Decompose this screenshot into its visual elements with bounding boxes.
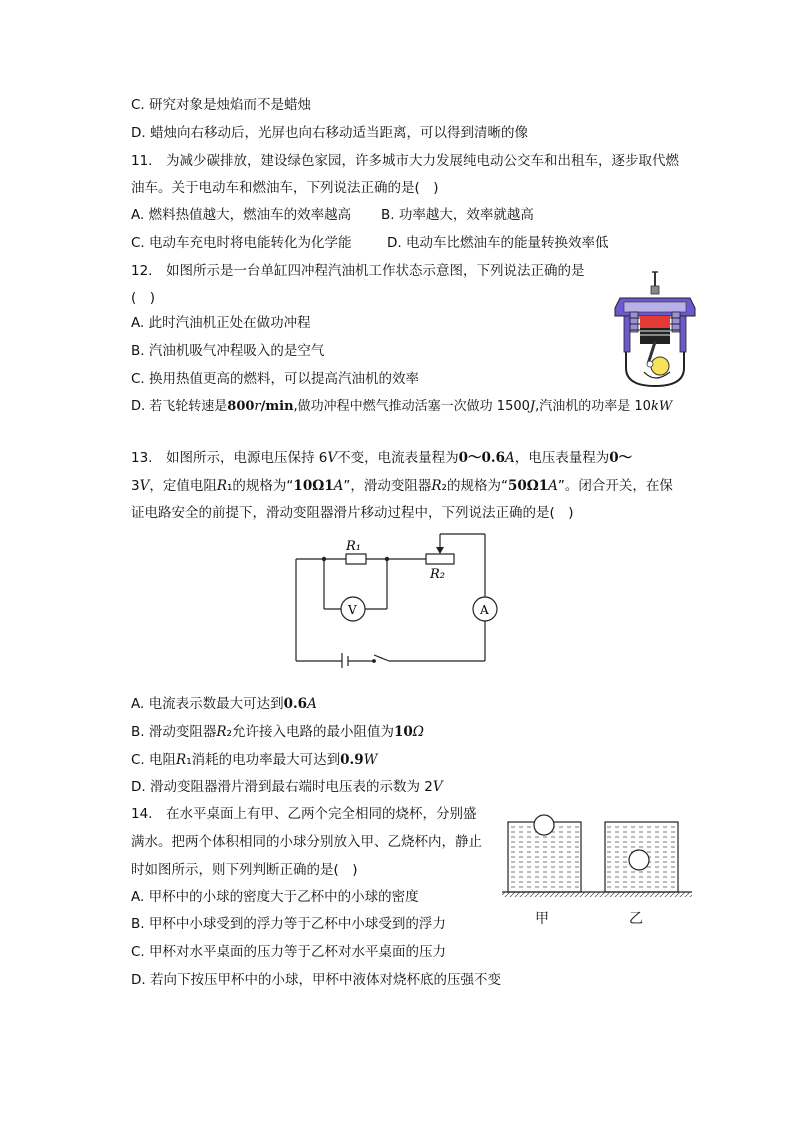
q11-option-b: B. 功率越大，效率就越高 xyxy=(381,207,534,223)
q14-stem-line1: 14. 在水平桌面上有甲、乙两个完全相同的烧杯，分别盛 xyxy=(131,806,477,822)
q12-option-a: A. 此时汽油机正处在做功冲程 xyxy=(131,315,311,331)
q12-option-d: D. 若飞轮转速是800r/min,做功冲程中燃气推动活塞一次做功 1500J,汽油机的功率是 10kW xyxy=(131,399,673,414)
circuit-diagram xyxy=(290,528,500,668)
q14-stem-line3: 时如图所示，则下列判断正确的是( ) xyxy=(131,862,358,878)
label-yi: 乙 xyxy=(629,911,643,927)
ball-jia xyxy=(534,815,554,835)
q14-option-d: D. 若向下按压甲杯中的小球，甲杯中液体对烧杯底的压强不变 xyxy=(131,972,501,988)
q13-stem-line1: 13. 如图所示，电源电压保持 6V不变，电流表量程为0～0.6A，电压表量程为0～ xyxy=(131,450,633,466)
q12-stem-line1: 12. 如图所示是一台单缸四冲程汽油机工作状态示意图，下列说法正确的是 xyxy=(131,263,585,279)
q14-option-c: C. 甲杯对水平桌面的压力等于乙杯对水平桌面的压力 xyxy=(131,944,447,960)
resistor-r1 xyxy=(346,554,366,564)
q11-stem-line2: 油车。关于电动车和燃油车，下列说法正确的是( ) xyxy=(131,180,439,196)
label-jia: 甲 xyxy=(535,911,549,927)
q14-option-b: B. 甲杯中小球受到的浮力等于乙杯中小球受到的浮力 xyxy=(131,916,446,932)
q12-stem-line2: ( ) xyxy=(131,290,156,306)
q13-stem-line3: 证电路安全的前提下，滑动变阻器滑片移动过程中，下列说法正确的是( ) xyxy=(131,505,574,521)
q12-option-c: C. 换用热值更高的燃料，可以提高汽油机的效率 xyxy=(131,371,420,387)
rheostat-r2 xyxy=(426,554,454,564)
q10-option-d: D. 蜡烛向右移动后，光屏也向右移动适当距离，可以得到清晰的像 xyxy=(131,125,528,141)
q11-option-c: C. 电动车充电时将电能转化为化学能 xyxy=(131,235,352,251)
q10-option-c: C. 研究对象是烛焰而不是蜡烛 xyxy=(131,97,312,113)
q13-stem-line2: 3V，定值电阻R₁的规格为“10Ω1A”，滑动变阻器R₂的规格为“50Ω1A”。闭合开关，在保 xyxy=(131,478,673,494)
beakers-diagram xyxy=(502,810,697,902)
q14-option-a: A. 甲杯中的小球的密度大于乙杯中的小球的密度 xyxy=(131,889,419,905)
voltmeter-label: V xyxy=(348,603,357,617)
q13-option-b: B. 滑动变阻器R₂允许接入电路的最小阻值为10Ω xyxy=(131,724,424,740)
q11-option-a: A. 燃料热值越大，燃油车的效率越高 xyxy=(131,207,352,223)
ball-yi xyxy=(629,850,649,870)
q13-option-a: A. 电流表示数最大可达到0.6A xyxy=(131,696,317,712)
r1-label: R₁ xyxy=(346,539,361,554)
q11-option-d: D. 电动车比燃油车的能量转换效率低 xyxy=(387,235,609,251)
engine-diagram xyxy=(610,268,700,388)
r2-label: R₂ xyxy=(430,567,445,582)
ammeter-label: A xyxy=(480,603,489,617)
q13-option-d: D. 滑动变阻器滑片滑到最右端时电压表的示数为 2V xyxy=(131,779,443,795)
q11-stem-line1: 11. 为减少碳排放，建设绿色家园，许多城市大力发展纯电动公交车和出租车，逐步取代燃 xyxy=(131,153,679,169)
q13-option-c: C. 电阻R₁消耗的电功率最大可达到0.9W xyxy=(131,752,378,768)
q12-option-b: B. 汽油机吸气冲程吸入的是空气 xyxy=(131,343,325,359)
q14-stem-line2: 满水。把两个体积相同的小球分别放入甲、乙烧杯内，静止 xyxy=(131,834,482,850)
